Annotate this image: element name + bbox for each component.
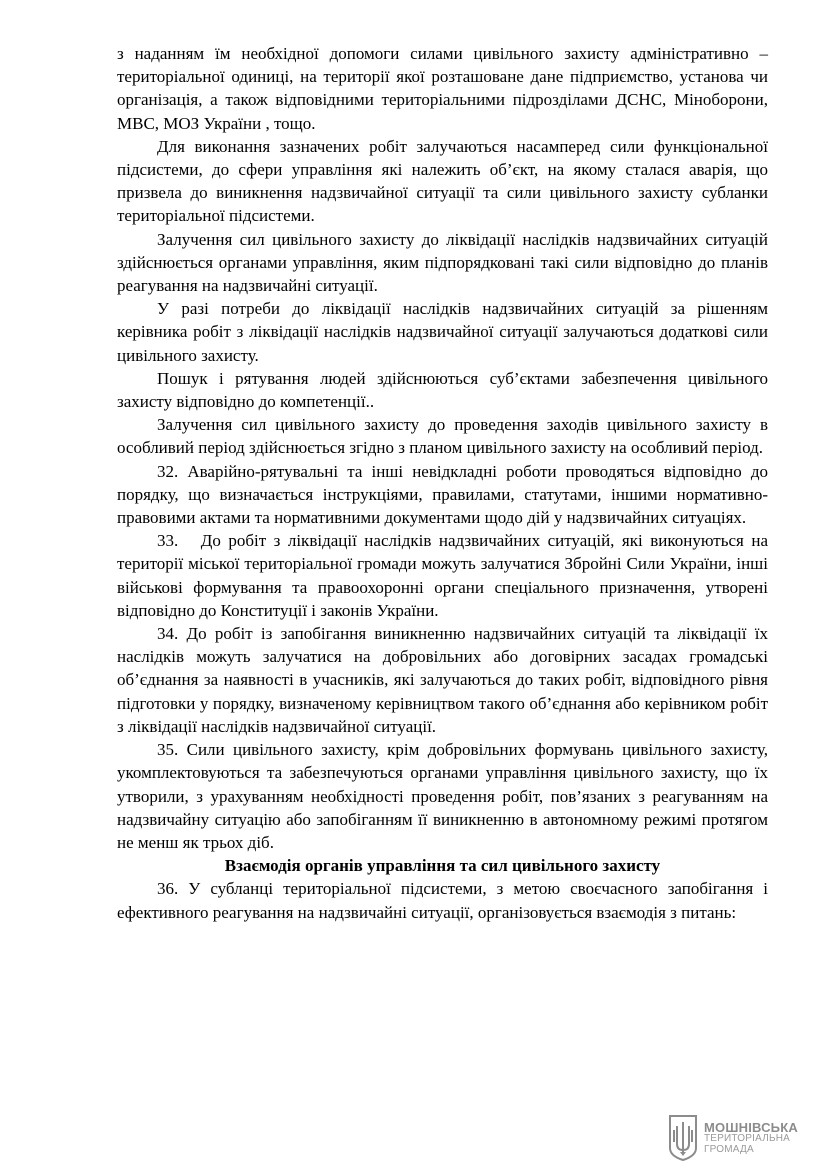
paragraph-35: 35. Сили цивільного захисту, крім добровільних формувань цивільного захисту, укомплектовуються та забезпечуються органами управління цивільного захисту, що їх утворили, з урахуванням необхідності проведення робіт, пов’язаних з реагуванням на надзвичайну ситуацію або запобіганням її виникненню в автономному режимі протягом не менш як трьох діб. <box>117 740 768 852</box>
paragraph-3: Залучення сил цивільного захисту до ліквідації наслідків надзвичайних ситуацій здійснюється органами управління, яким підпорядковані такі сили відповідно до планів реагування на надзвичайні ситуації. <box>117 229 768 296</box>
paragraph-34: 34. До робіт із запобігання виникненню надзвичайних ситуацій та ліквідації їх наслідків можуть залучатися на добровільних або договірних засадах громадські об’єднання за наявності в учасників, які залучаються до таких робіт, відповідного рівня підготовки у порядку, визначеному керівництвом такого об’єднання або керівником робіт з ліквідації наслідків надзвичайної ситуації. <box>117 624 768 736</box>
logo-title: МОШНІВСЬКА <box>704 1119 798 1135</box>
paragraph-5: Пошук і рятування людей здійснюються суб’єктами забезпечення цивільного захисту відповідно до компетенції.. <box>117 368 768 412</box>
paragraph-6: Залучення сил цивільного захисту до проведення заходів цивільного захисту в особливий період здійснюється згідно з планом цивільного захисту на особливий період. <box>117 415 768 458</box>
paragraph-36: 36. У субланці територіальної підсистеми, з метою своєчасного запобігання і ефективного реагування на надзвичайні ситуації, організовується взаємодія з питань: <box>117 879 768 922</box>
logo-subtitle-1: ТЕРИТОРІАЛЬНА <box>704 1132 791 1144</box>
section-heading: Взаємодія органів управління та сил цивільного захисту <box>224 856 661 876</box>
paragraph-33: 33. До робіт з ліквідації наслідків надзвичайних ситуацій, які виконуються на території міської територіальної громади можуть залучатися Збройні Сили України, інші військові формування та правоохоронні органи спеціального призначення, утворені відповідно до Конституції і законів України. <box>117 531 773 620</box>
paragraph-32: 32. Аварійно-рятувальні та інші невідкладні роботи проводяться відповідно до порядку, що визначається інструкціями, правилами, статутами, іншими нормативно-правовими актами та нормативними документами щодо дій у надзвичайних ситуаціях. <box>117 461 768 528</box>
paragraph-1: з наданням їм необхідної допомоги силами цивільного захисту адміністративно – територіальної одиниці, на території якої розташоване дане підприємство, установа чи організація, а також відповідними територіальними підрозділами ДСНС, Міноборони, МВС, МОЗ України , тощо. <box>117 44 768 133</box>
document-page <box>117 42 773 924</box>
paragraph-4: У разі потреби до ліквідації наслідків надзвичайних ситуацій за рішенням керівника робіт з ліквідації наслідків надзвичайної ситуації залучаються додаткові сили цивільного захисту. <box>117 299 768 365</box>
trident-icon <box>666 1114 700 1162</box>
community-logo <box>666 1113 816 1163</box>
logo-subtitle-2: ГРОМАДА <box>704 1143 754 1155</box>
paragraph-2: Для виконання зазначених робіт залучаються насамперед сили функціональної підсистеми, до сфери управління які належить об’єкт, на якому сталася аварія, що призвела до виникнення надзвичайної ситуації та сили цивільного захисту субланки територіальної підсистеми. <box>117 136 768 226</box>
